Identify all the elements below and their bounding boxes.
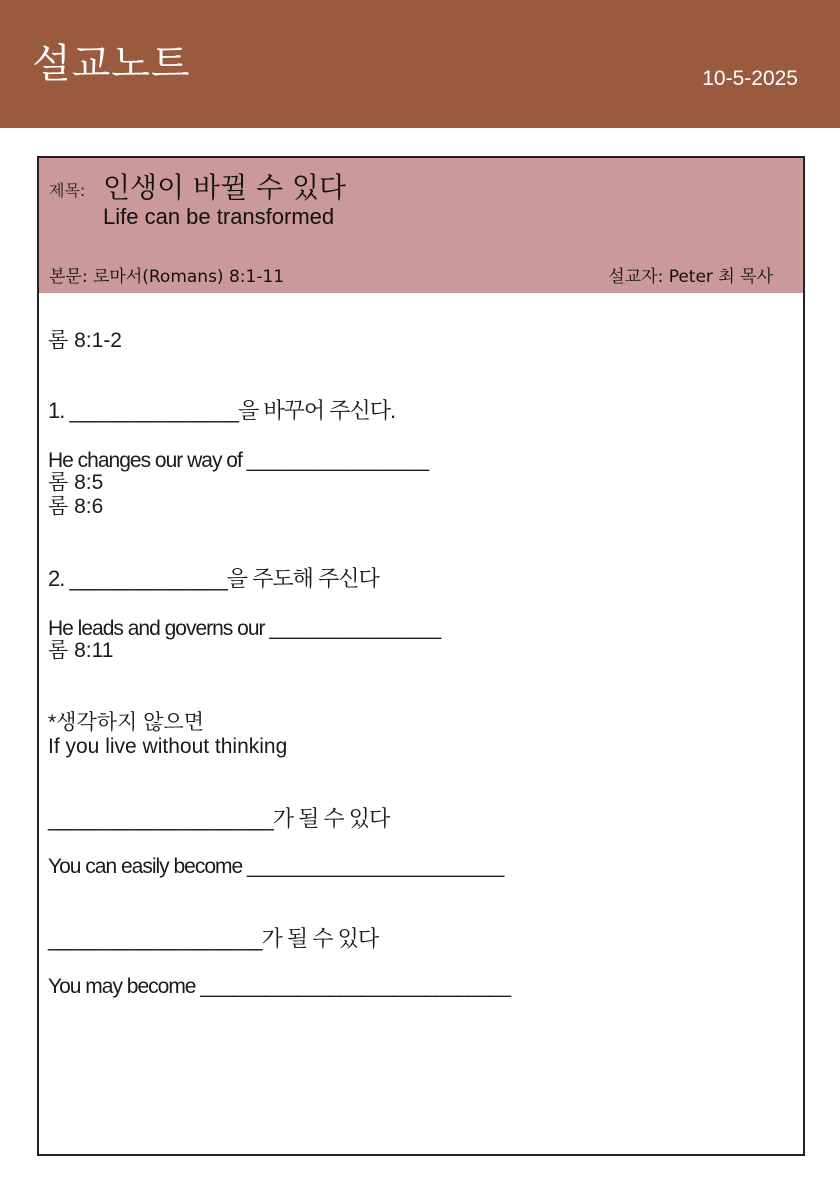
fill-in-1-korean: ____________________가 될 수 있다	[48, 806, 390, 831]
sermon-date: 10-5-2025	[702, 67, 798, 90]
preacher-name: 설교자: Peter 최 목사	[608, 267, 773, 287]
point-2-korean: 2. ______________을 주도해 주신다	[48, 566, 379, 591]
opening-reference: 롬 8:1-2	[48, 329, 122, 352]
note-korean: *생각하지 않으면	[48, 711, 205, 734]
header-band	[0, 0, 840, 128]
fill-in-1-english: You can easily become ________________________	[48, 855, 504, 878]
point-1-english: He changes our way of _________________	[48, 449, 429, 472]
fill-in-2-english: You may become _____________________________	[48, 975, 511, 998]
sermon-info-panel	[39, 158, 803, 293]
sermon-title-korean: 인생이 바뀔 수 있다	[103, 171, 347, 204]
note-english: If you live without thinking	[48, 735, 288, 758]
notes-card	[37, 156, 805, 1156]
point-1-reference-b: 롬 8:6	[48, 495, 104, 518]
scripture-reference: 본문: 로마서(Romans) 8:1-11	[49, 267, 285, 287]
sermon-title-english: Life can be transformed	[103, 204, 335, 229]
point-1-korean: 1. _______________을 바꾸어 주신다.	[48, 398, 396, 423]
page-title: 설교노트	[32, 41, 191, 87]
title-prefix-label: 제목:	[49, 181, 86, 200]
point-2-reference: 롬 8:11	[48, 639, 114, 662]
fill-in-2-korean: ___________________가 될 수 있다	[48, 926, 379, 951]
point-1-reference-a: 롬 8:5	[48, 471, 104, 494]
point-2-english: He leads and governs our ________________	[48, 617, 441, 640]
